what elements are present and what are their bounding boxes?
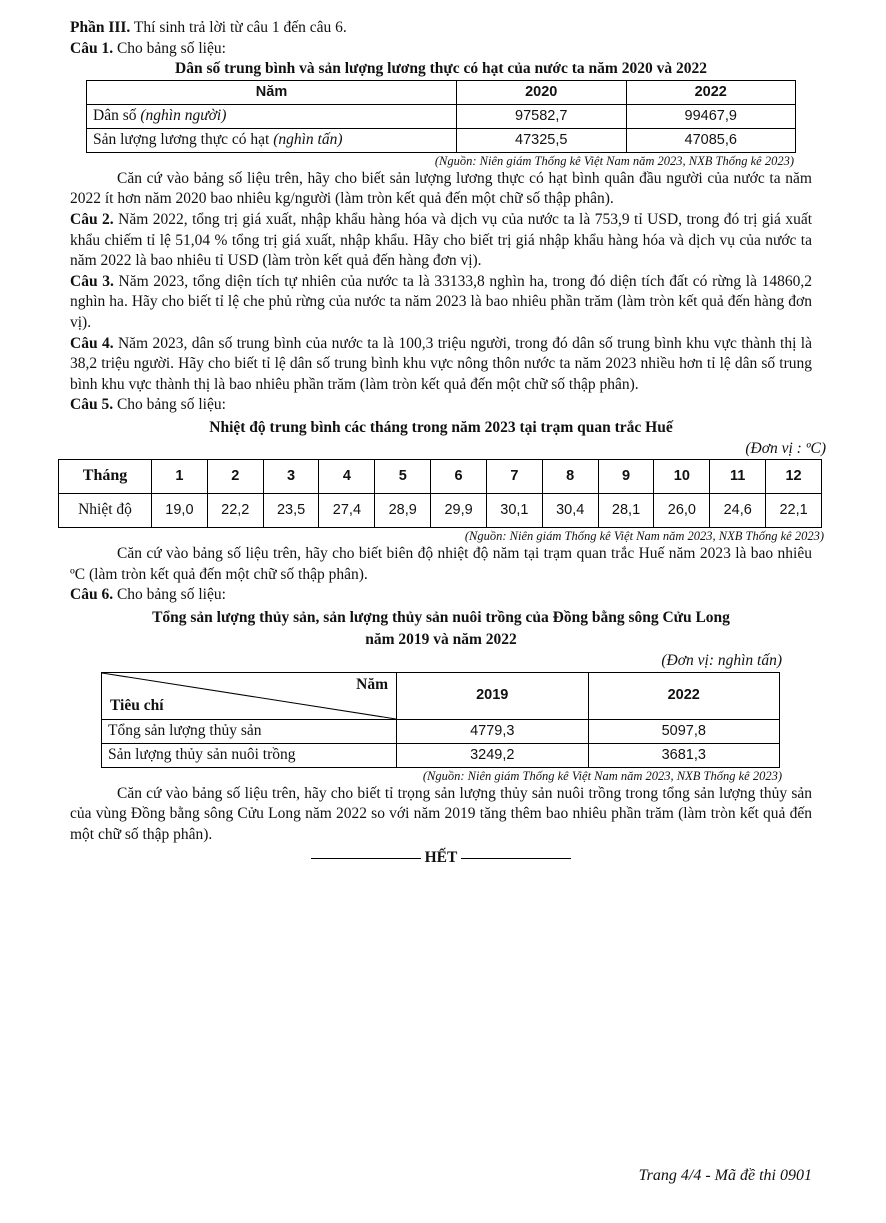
- q5-unit: (Đơn vị : ºC): [745, 439, 826, 457]
- q5-heading: Câu 5. Cho bảng số liệu:: [70, 396, 226, 414]
- q1-header-2022: 2022: [626, 80, 796, 104]
- q6-heading: Câu 6. Cho bảng số liệu:: [70, 586, 226, 604]
- q6-row-label: Tổng sản lượng thủy sản: [102, 719, 397, 743]
- q1-header-2020: 2020: [457, 80, 627, 104]
- q5-month-cell: 3: [263, 460, 319, 494]
- q5-month-label: Tháng: [59, 460, 152, 494]
- q5-temp-cell: 24,6: [710, 494, 766, 528]
- q6-table-title-2: năm 2019 và năm 2022: [365, 631, 517, 649]
- q5-month-cell: 6: [431, 460, 487, 494]
- q5-temp-cell: 22,1: [766, 494, 822, 528]
- q5-month-cell: 1: [152, 460, 208, 494]
- q1-cell: 99467,9: [626, 104, 796, 128]
- q5-month-cell: 11: [710, 460, 766, 494]
- table-row: [59, 460, 822, 494]
- q4-text: Câu 4. Năm 2023, dân số trung bình của nước ta là 100,3 triệu người, trong đó dân số trung bình khu vực thành thị là 38,2 triệu người. Hãy cho biết tỉ lệ dân số trung bình khu vực nông thôn nước ta năm 2023 nhiều hơn tỉ lệ dân số trung bình khu vực thành thị là bao nhiêu phần trăm (làm tròn kết quả đến một chữ số thập phân).: [70, 334, 812, 393]
- exam-page: [70, 18, 826, 869]
- q6-table: [101, 672, 780, 768]
- table-row: [87, 128, 796, 152]
- q5-question: Căn cứ vào bảng số liệu trên, hãy cho biết biên độ nhiệt độ năm tại trạm quan trắc Huế năm 2023 là bao nhiêu ºC (làm tròn kết quả đến một chữ số thập phân).: [70, 545, 812, 583]
- q1-row-label: Sản lượng lương thực có hạt (nghìn tấn): [87, 128, 457, 152]
- q6-header-2019: 2019: [397, 672, 589, 719]
- q1-table-title: Dân số trung bình và sản lượng lương thực có hạt của nước ta năm 2020 và 2022: [175, 60, 707, 78]
- q5-month-cell: 9: [598, 460, 654, 494]
- q5-month-cell: 7: [486, 460, 542, 494]
- table-row: [87, 104, 796, 128]
- q5-temp-cell: 26,0: [654, 494, 710, 528]
- q2-text: Câu 2. Năm 2022, tổng trị giá xuất, nhập khẩu hàng hóa và dịch vụ của nước ta là 753,9 tỉ USD, trong đó trị giá xuất khẩu chiếm tỉ lệ 51,04 % tổng trị giá xuất, nhập khẩu. Hãy cho biết trị giá nhập khẩu hàng hóa và dịch vụ của nước ta năm 2022 là bao nhiêu tỉ USD (làm tròn kết quả đến hàng đơn vị).: [70, 210, 813, 270]
- q5-temp-cell: 30,1: [486, 494, 542, 528]
- q1-cell: 47085,6: [626, 128, 796, 152]
- q6-source: (Nguồn: Niên giám Thống kê Việt Nam năm 2023, NXB Thống kê 2023): [422, 768, 782, 783]
- q6-unit: (Đơn vị: nghìn tấn): [661, 652, 782, 670]
- q1-row-label: Dân số (nghìn người): [87, 104, 457, 128]
- q6-table-title-1: Tổng sản lượng thủy sản, sản lượng thủy sản nuôi trồng của Đồng bằng sông Cửu Long: [152, 608, 730, 626]
- q5-month-cell: 12: [766, 460, 822, 494]
- q1-heading: Câu 1. Cho bảng số liệu:: [70, 39, 226, 57]
- q6-corner-criteria: Tiêu chí: [110, 697, 164, 715]
- end-marker: HẾT: [70, 848, 812, 869]
- q5-month-cell: 10: [654, 460, 710, 494]
- q6-question: Căn cứ vào bảng số liệu trên, hãy cho biết tỉ trọng sản lượng thủy sản nuôi trồng trong tổng sản lượng thủy sản của vùng Đồng bằng sông Cửu Long năm 2022 so với năm 2019 tăng thêm bao nhiêu phần trăm (làm tròn kết quả đến một chữ số thập phân).: [70, 784, 812, 843]
- q6-cell: 3249,2: [397, 743, 589, 767]
- q5-table-title: Nhiệt độ trung bình các tháng trong năm 2023 tại trạm quan trắc Huế: [209, 418, 673, 436]
- q5-month-cell: 8: [542, 460, 598, 494]
- q5-source: (Nguồn: Niên giám Thống kê Việt Nam năm 2023, NXB Thống kê 2023): [464, 529, 824, 544]
- page-footer: Trang 4/4 - Mã đề thi 0901: [638, 1167, 812, 1184]
- q6-cell: 3681,3: [588, 743, 780, 767]
- q5-temp-cell: 28,9: [375, 494, 431, 528]
- table-row: [59, 494, 822, 528]
- q3-text: Câu 3. Năm 2023, tổng diện tích tự nhiên của nước ta là 33133,8 nghìn ha, trong đó diện tích đất có rừng là 14860,2 nghìn ha. Hãy cho biết tỉ lệ che phủ rừng của nước ta năm 2023 là bao nhiêu phần trăm (làm tròn kết quả đến hàng đơn vị).: [70, 272, 812, 331]
- q5-temp-cell: 30,4: [542, 494, 598, 528]
- q6-cell: 5097,8: [588, 719, 780, 743]
- q6-header-2022: 2022: [588, 672, 780, 719]
- q5-month-cell: 2: [207, 460, 263, 494]
- q5-temp-cell: 28,1: [598, 494, 654, 528]
- q6-corner-year: Năm: [356, 675, 388, 693]
- q6-row-label: Sản lượng thủy sản nuôi trồng: [102, 743, 397, 767]
- q5-temp-cell: 23,5: [263, 494, 319, 528]
- end-rule-left: [311, 858, 421, 859]
- part-heading: Phần III. Thí sinh trả lời từ câu 1 đến câu 6.: [70, 19, 347, 36]
- q6-corner-cell: [102, 672, 397, 719]
- q6-cell: 4779,3: [397, 719, 589, 743]
- q5-table: [58, 459, 822, 528]
- q1-cell: 47325,5: [457, 128, 627, 152]
- q5-temp-cell: 19,0: [152, 494, 208, 528]
- q5-temp-cell: 22,2: [207, 494, 263, 528]
- table-row: [102, 743, 780, 767]
- q5-month-cell: 4: [319, 460, 375, 494]
- q1-source: (Nguồn: Niên giám Thống kê Việt Nam năm 2023, NXB Thống kê 2023): [434, 153, 794, 168]
- q1-header-year: Năm: [87, 80, 457, 104]
- q1-table: [86, 80, 796, 153]
- q5-temp-cell: 27,4: [319, 494, 375, 528]
- q5-month-cell: 5: [375, 460, 431, 494]
- q1-question: Căn cứ vào bảng số liệu trên, hãy cho biết sản lượng lương thực có hạt bình quân đầu người của nước ta năm 2022 ít hơn năm 2020 bao nhiêu kg/người (làm tròn kết quả đến một chữ số thập phân).: [70, 169, 812, 208]
- q1-cell: 97582,7: [457, 104, 627, 128]
- end-rule-right: [461, 858, 571, 859]
- table-row: [102, 719, 780, 743]
- q5-temp-cell: 29,9: [431, 494, 487, 528]
- q5-temp-label: Nhiệt độ: [59, 494, 152, 528]
